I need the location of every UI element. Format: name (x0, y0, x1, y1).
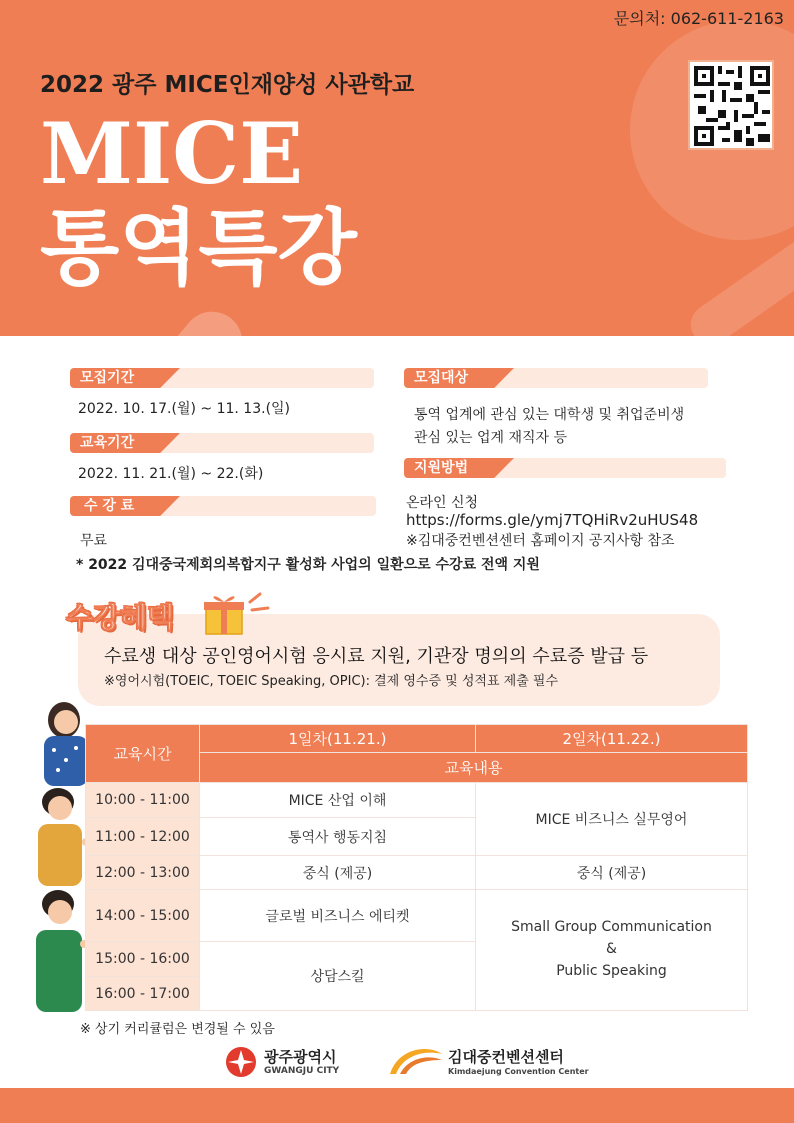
day2-item: 중식 (제공) (476, 856, 748, 890)
day2-item: MICE 비즈니스 실무영어 (476, 783, 748, 856)
kdj-emblem-icon (388, 1044, 444, 1078)
gwangju-emblem-icon (224, 1046, 258, 1078)
recruit-period-value: 2022. 10. 17.(월) ~ 11. 13.(일) (78, 401, 291, 417)
gwangju-name-en: GWANGJU CITY (264, 1066, 340, 1076)
edu-period-value: 2022. 11. 21.(월) ~ 22.(화) (78, 466, 264, 482)
apply-line: 온라인 신청 (406, 495, 479, 511)
day1-item: 상담스킬 (200, 942, 476, 1011)
tag-edu-period (70, 433, 374, 453)
contact-phone: 문의처: 062-611-2163 (613, 9, 784, 28)
tag-label: 모집기간 (80, 370, 135, 386)
time-cell: 10:00 - 11:00 (86, 783, 200, 818)
day2-item: Small Group Communication (511, 919, 712, 936)
kdj-name-en: Kimdaejung Convention Center (448, 1067, 589, 1076)
apply-link[interactable]: https://forms.gle/ymj7TQHiRv2uHUS48 (406, 511, 699, 529)
day1-item: 중식 (제공) (200, 856, 476, 890)
day1-item: 글로벌 비즈니스 에티켓 (200, 890, 476, 942)
benefit-title: 수강혜택 (66, 601, 175, 634)
time-cell: 16:00 - 17:00 (86, 977, 200, 1011)
event-subtitle: 2022 광주 MICE인재양성 사관학교 (40, 72, 415, 98)
schedule-table (85, 724, 748, 1011)
benefit-sub-text: ※영어시험(TOEIC, TOEIC Speaking, OPIC): 결제 영수증 및 성적표 제출 필수 (104, 674, 559, 689)
time-header: 교육시간 (86, 725, 200, 783)
fee-note: * 2022 김대중국제회의복합지구 활성화 사업의 일환으로 수강료 전액 지원 (76, 557, 540, 573)
time-cell: 11:00 - 12:00 (86, 818, 200, 856)
day2-item: Public Speaking (556, 962, 667, 979)
day1-item: 통역사 행동지침 (200, 818, 476, 856)
kdj-name-kr: 김대중컨벤션센터 (448, 1048, 564, 1066)
gift-icon (202, 588, 272, 636)
tag-label: 모집대상 (414, 370, 469, 386)
day1-header: 1일차(11.21.) (200, 725, 476, 753)
tag-label: 수 강 료 (84, 498, 135, 514)
header-banner (0, 0, 794, 336)
tag-fee (70, 496, 376, 516)
fee-value: 무료 (80, 533, 108, 549)
benefit-main-text: 수료생 대상 공인영어시험 응시료 지원, 기관장 명의의 수료증 발급 등 (104, 646, 649, 667)
tag-target (404, 368, 708, 388)
footer-bar (0, 1088, 794, 1123)
gwangju-logo (224, 1044, 364, 1080)
decor-stripe (106, 299, 255, 336)
day1-item: MICE 산업 이해 (200, 783, 476, 818)
tag-apply (404, 458, 726, 478)
time-cell: 12:00 - 13:00 (86, 856, 200, 890)
decor-stripe (683, 228, 794, 336)
time-cell: 14:00 - 15:00 (86, 890, 200, 942)
day2-header: 2일차(11.22.) (476, 725, 748, 753)
tag-label: 교육기간 (80, 435, 135, 451)
gwangju-name-kr: 광주광역시 (264, 1048, 337, 1066)
apply-line: ※김대중컨벤션센터 홈페이지 공지사항 참조 (406, 533, 675, 549)
page-title-line2: 통역특강 (40, 201, 357, 296)
target-line: 관심 있는 업계 재직자 등 (414, 430, 568, 446)
kdj-convention-logo (388, 1042, 598, 1080)
footnote: ※ 상기 커리큘럼은 변경될 수 있음 (80, 1022, 275, 1037)
qr-code-icon[interactable] (688, 60, 774, 150)
content-header: 교육내용 (200, 753, 748, 783)
tag-label: 지원방법 (414, 460, 469, 476)
day2-item: & (606, 941, 617, 958)
tag-recruit-period (70, 368, 374, 388)
time-cell: 15:00 - 16:00 (86, 942, 200, 977)
page-title-line1: MICE (40, 104, 304, 203)
target-line: 통역 업계에 관심 있는 대학생 및 취업준비생 (414, 407, 685, 423)
day2-item-multiline (476, 890, 748, 1011)
